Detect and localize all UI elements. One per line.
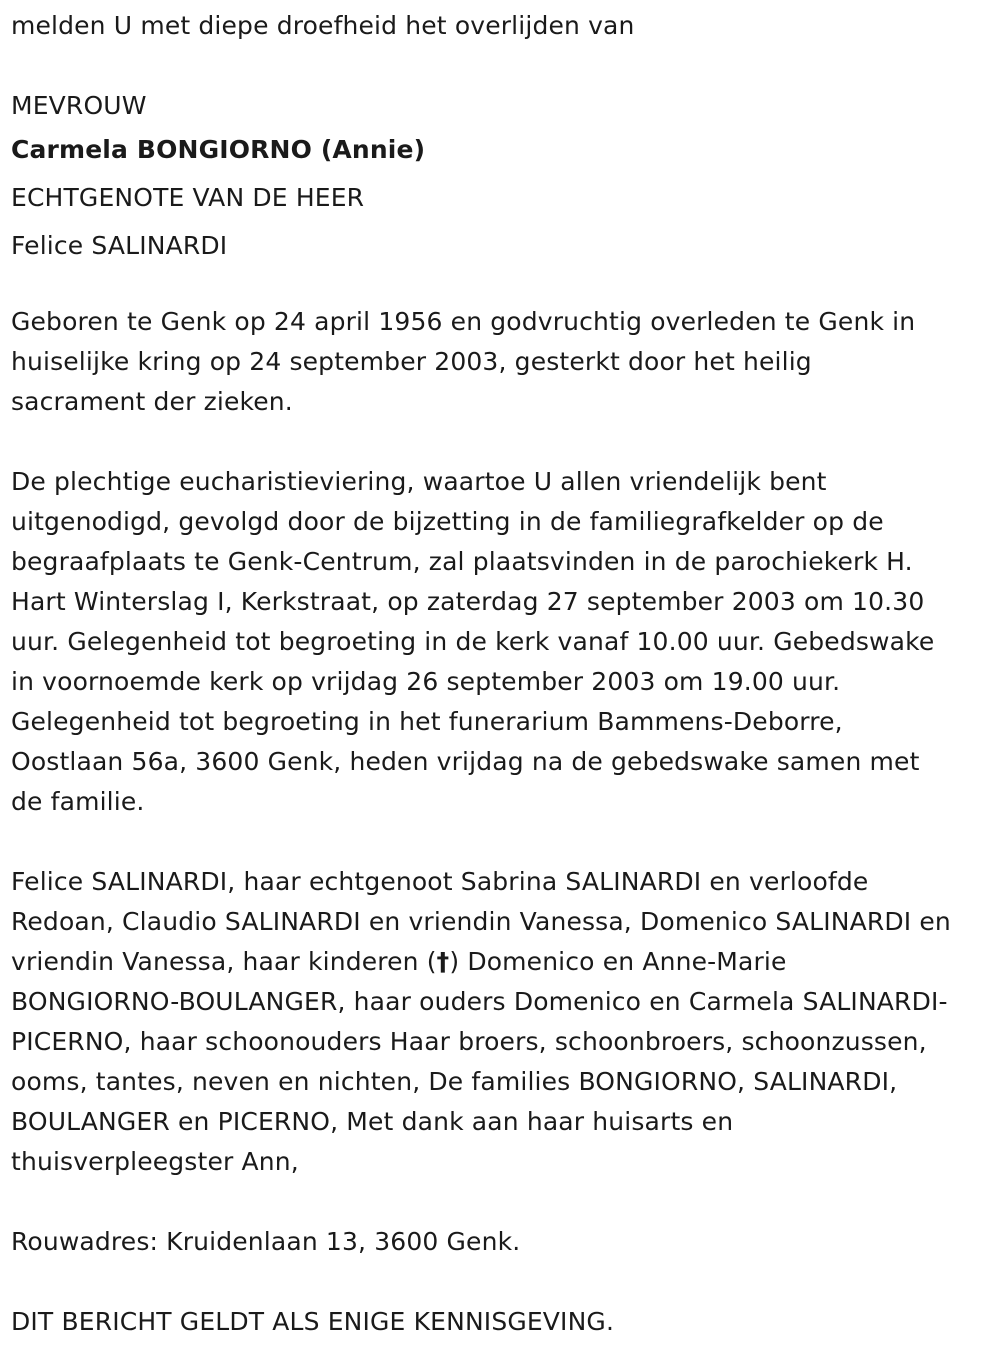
- family-paragraph: [11, 862, 991, 1182]
- paragraph-line: sacrament der zieken.: [11, 387, 293, 416]
- paragraph-line: uitgenodigd, gevolgd door de bijzetting in de familiegrafkelder op de: [11, 507, 884, 536]
- paragraph-line: begraafplaats te Genk-Centrum, zal plaatsvinden in de parochiekerk H.: [11, 547, 913, 576]
- spacer: [11, 270, 991, 302]
- paragraph-line: Gelegenheid tot begroeting in het funerarium Bammens-Deborre,: [11, 707, 843, 736]
- paragraph-line: PICERNO, haar schoonouders Haar broers, schoonbroers, schoonzussen,: [11, 1027, 927, 1056]
- honorific: MEVROUW: [11, 91, 147, 120]
- spacer: [11, 1262, 991, 1302]
- paragraph-line: Redoan, Claudio SALINARDI en vriendin Vanessa, Domenico SALINARDI en: [11, 907, 951, 936]
- paragraph-line: BOULANGER en PICERNO, Met dank aan haar huisarts en: [11, 1107, 734, 1136]
- paragraph-line: thuisverpleegster Ann,: [11, 1147, 299, 1176]
- spacer: [11, 1182, 991, 1222]
- paragraph-line: [11, 942, 991, 982]
- spacer: [11, 46, 991, 86]
- closing-statement: DIT BERICHT GELDT ALS ENIGE KENNISGEVING.: [11, 1307, 615, 1336]
- cross-icon: †: [436, 947, 450, 976]
- paragraph-line: huiselijke kring op 24 september 2003, gesterkt door het heilig: [11, 347, 812, 376]
- paragraph-line: in voornoemde kerk op vrijdag 26 september 2003 om 19.00 uur.: [11, 667, 841, 696]
- spouse-label: ECHTGENOTE VAN DE HEER: [11, 183, 365, 212]
- deceased-name: Carmela BONGIORNO (Annie): [11, 135, 426, 164]
- paragraph-line: ooms, tantes, neven en nichten, De families BONGIORNO, SALINARDI,: [11, 1067, 898, 1096]
- paragraph-line: Geboren te Genk op 24 april 1956 en godvruchtig overleden te Genk in: [11, 307, 916, 336]
- paragraph-line: uur. Gelegenheid tot begroeting in de kerk vanaf 10.00 uur. Gebedswake: [11, 627, 935, 656]
- paragraph-line: de familie.: [11, 787, 145, 816]
- spacer: [11, 822, 991, 862]
- death-notice: [11, 6, 991, 1342]
- paragraph-line: Oostlaan 56a, 3600 Genk, heden vrijdag na de gebedswake samen met: [11, 747, 920, 776]
- paragraph-line: Felice SALINARDI, haar echtgenoot Sabrina SALINARDI en verloofde: [11, 867, 869, 896]
- paragraph-text: ) Domenico en Anne-Marie: [449, 947, 787, 976]
- paragraph-text: vriendin Vanessa, haar kinderen (: [11, 947, 437, 976]
- paragraph-line: Hart Winterslag I, Kerkstraat, op zaterdag 27 september 2003 om 10.30: [11, 587, 925, 616]
- spouse-name: Felice SALINARDI: [11, 231, 228, 260]
- intro-text: melden U met diepe droefheid het overlijden van: [11, 11, 635, 40]
- mourning-address: Rouwadres: Kruidenlaan 13, 3600 Genk.: [11, 1227, 521, 1256]
- birth-death-paragraph: [11, 302, 991, 422]
- ceremony-paragraph: [11, 462, 991, 822]
- paragraph-line: BONGIORNO-BOULANGER, haar ouders Domenico en Carmela SALINARDI-: [11, 987, 948, 1016]
- spacer: [11, 422, 991, 462]
- paragraph-line: De plechtige eucharistieviering, waartoe U allen vriendelijk bent: [11, 467, 827, 496]
